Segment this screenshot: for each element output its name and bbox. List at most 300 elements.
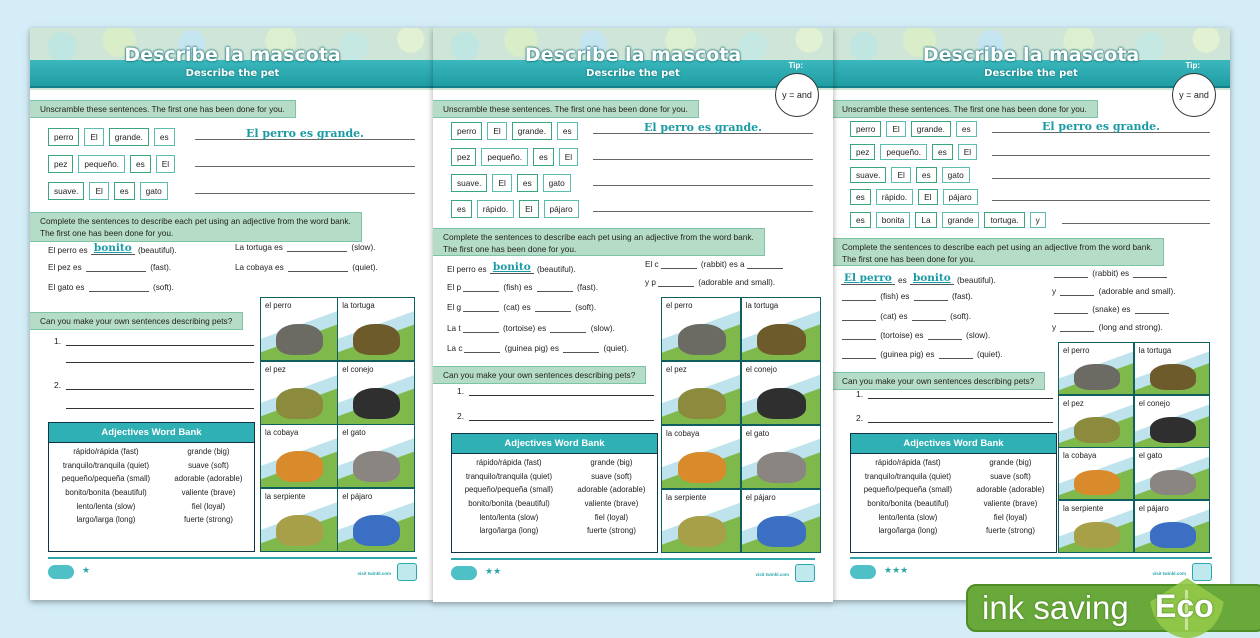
sentence-text: El perro es (447, 265, 489, 274)
la-tortuga-icon (1150, 364, 1196, 390)
word-bank-item: lento/lenta (slow) (878, 512, 938, 522)
la-serpiente-icon (276, 515, 323, 546)
word-tiles-row (48, 155, 175, 173)
word-bank-item: rápido/rápida (fast) (476, 458, 542, 468)
pet-picture (1135, 343, 1209, 394)
word-tile[interactable]: La (915, 212, 936, 228)
sentence-text: (beautiful). (534, 265, 576, 274)
pet-label: el gato (342, 428, 366, 438)
sentence-text: (beautiful). (954, 276, 996, 285)
word-tile[interactable]: pájaro (544, 200, 579, 218)
answer-line[interactable] (992, 185, 1210, 201)
instruction-line: Complete the sentences to describe each pet using an adjective from the word bank. (842, 242, 1153, 252)
instruction-line: The first one has been done for you. (40, 228, 174, 238)
instruction-line: Complete the sentences to describe each pet using an adjective from the word bank. (40, 216, 351, 226)
filled-answer: bonito (91, 242, 135, 255)
word-tile[interactable]: pequeño. (880, 144, 927, 160)
pet-picture (742, 298, 820, 360)
instruction-line: Complete the sentences to describe each pet using an adjective from the word bank. (443, 232, 754, 242)
pet-picture (261, 425, 337, 487)
sentence-text: (fast). (949, 292, 973, 302)
blank-input[interactable] (537, 282, 573, 292)
la-cobaya-icon (276, 451, 323, 482)
pet-pictures-grid (1058, 342, 1210, 553)
word-bank-item: rápido/rápida (fast) (875, 458, 941, 468)
writing-line[interactable] (868, 398, 1053, 399)
blank-input[interactable] (86, 262, 146, 272)
word-tiles-row (850, 167, 970, 183)
sentence-text: (snake) es (1090, 305, 1133, 314)
answer-line[interactable] (593, 170, 813, 186)
word-tile[interactable]: pez (850, 144, 875, 160)
word-bank-item: tranquilo/tranquila (quiet) (465, 471, 553, 481)
word-tile[interactable]: rápido. (477, 200, 514, 218)
el-gato-icon (353, 451, 400, 482)
sentence-text: (quiet). (601, 344, 629, 353)
pet-picture (1059, 343, 1133, 394)
word-bank-item: largo/larga (long) (76, 515, 136, 525)
word-bank-item: fiel (loyal) (191, 501, 226, 511)
sentence-text: (rabbit) es a (698, 260, 745, 269)
line-number: 2. (54, 380, 62, 390)
blank-input[interactable] (89, 282, 149, 292)
blank-input[interactable] (842, 349, 876, 359)
sentence-text: (cat) es (878, 311, 910, 321)
el-perro-icon (1074, 364, 1120, 390)
word-tile[interactable]: grande. (512, 122, 552, 140)
word-tiles-row (850, 212, 1046, 228)
pet-label: el conejo (1138, 398, 1170, 408)
word-bank-item: fuerte (strong) (183, 515, 233, 525)
pet-picture (338, 362, 414, 424)
el-pez-icon (1074, 417, 1120, 443)
el-pajaro-icon (757, 516, 806, 547)
sentence-text: (fish) es (878, 292, 912, 302)
el-conejo-icon (353, 388, 400, 419)
pet-label: la cobaya (1063, 451, 1097, 461)
blank-input[interactable] (1135, 304, 1169, 314)
pet-picture (338, 489, 414, 551)
blank-input[interactable] (1054, 304, 1088, 314)
word-tile[interactable]: grande. (911, 121, 951, 137)
sentence-text: (slow). (963, 330, 991, 340)
sentence-text: (quiet). (349, 263, 378, 272)
pet-picture (662, 362, 740, 424)
blank-input[interactable] (914, 291, 948, 301)
pet-label: la tortuga (342, 301, 375, 310)
word-tile[interactable]: pequeño. (481, 148, 528, 166)
word-bank-item: valiente (brave) (983, 499, 1038, 509)
word-bank (850, 433, 1057, 553)
blank-input[interactable] (288, 262, 348, 272)
word-bank-item: largo/larga (long) (479, 526, 539, 536)
twinkl-logo-icon (1192, 563, 1212, 581)
sentence-text: El g (447, 303, 462, 312)
word-tile[interactable]: El (559, 148, 578, 166)
pet-picture (662, 490, 740, 552)
word-tile[interactable]: El (886, 121, 905, 137)
la-serpiente-icon (678, 516, 727, 547)
sentence-text: (long and strong). (1096, 323, 1163, 332)
word-tile[interactable]: es (850, 189, 871, 205)
word-tile[interactable]: El (519, 200, 538, 218)
blank-input[interactable] (535, 302, 571, 312)
difficulty-stars: ★★ (485, 566, 502, 576)
sentence (48, 282, 174, 292)
sentence (1052, 304, 1171, 314)
sentence-text: y (1052, 323, 1059, 332)
pet-picture (261, 489, 337, 551)
word-tile[interactable]: rápido. (876, 189, 913, 205)
word-bank-item: bonito/bonita (beautiful) (867, 499, 949, 509)
pet-label: el conejo (745, 364, 777, 374)
blank-input[interactable] (658, 277, 694, 287)
word-tile[interactable]: pez (48, 155, 73, 173)
answer-line[interactable] (992, 140, 1210, 156)
eco-label: Eco (1155, 588, 1214, 624)
word-bank-item: fiel (loyal) (594, 512, 629, 522)
word-tile[interactable]: bonita (876, 212, 911, 228)
word-bank-item: pequeño/pequeña (small) (863, 485, 953, 495)
word-bank-title: Adjectives Word Bank (49, 423, 254, 443)
answer-line[interactable] (593, 196, 813, 212)
filled-answer: bonito (490, 261, 534, 274)
pet-label: la serpiente (1063, 503, 1104, 513)
answer-text: El perro es grande. (246, 127, 364, 140)
word-tile[interactable]: y (1030, 212, 1046, 228)
blank-input[interactable] (287, 242, 347, 252)
word-bank-item: adorable (adorable) (174, 474, 243, 484)
writing-line[interactable] (66, 408, 254, 409)
writing-line[interactable] (868, 422, 1053, 423)
blank-input[interactable] (939, 349, 973, 359)
word-tile[interactable]: El (918, 189, 937, 205)
pet-picture (338, 425, 414, 487)
page-subtitle: Describe the pet (586, 68, 680, 79)
word-tiles-row (451, 122, 578, 140)
pet-label: la serpiente (666, 492, 707, 502)
word-tile[interactable]: es (451, 200, 472, 218)
word-tile[interactable]: es (850, 212, 871, 228)
pet-picture (662, 426, 740, 488)
word-tile[interactable]: gato (140, 182, 168, 200)
word-tile[interactable]: gato (543, 174, 571, 192)
pet-label: el gato (1138, 451, 1163, 461)
word-tiles-row (850, 121, 977, 137)
pet-label: el pájaro (1138, 503, 1169, 513)
pet-pictures-grid (260, 297, 415, 552)
sentence (840, 311, 971, 321)
word-tile[interactable]: es (557, 122, 578, 140)
el-gato-icon (757, 452, 806, 483)
word-bank-title: Adjectives Word Bank (452, 434, 657, 454)
pet-picture (338, 298, 414, 360)
word-bank-title: Adjectives Word Bank (851, 434, 1056, 454)
word-tile[interactable]: es (154, 128, 175, 146)
twinkl-cloud-icon (451, 566, 477, 580)
sentence-text: (rabbit) es (1090, 269, 1132, 278)
blank-input[interactable] (912, 311, 946, 321)
worksheet-page (30, 28, 435, 600)
sentence-text: (soft). (947, 311, 972, 321)
word-bank-item: suave (soft) (591, 471, 632, 481)
pet-pictures-grid (661, 297, 821, 553)
blank-input[interactable] (550, 323, 586, 333)
line-number: 1. (856, 389, 864, 399)
sentence-text: (fast). (574, 282, 598, 292)
sentence (447, 282, 598, 292)
own-sentences-instruction: Can you make your own sentences describing pets? (30, 312, 243, 330)
writing-line[interactable] (66, 345, 254, 346)
sentence-text: y p (645, 278, 656, 287)
visit-link[interactable]: visit twinkl.com (1152, 571, 1186, 576)
blank-input[interactable] (463, 323, 499, 333)
la-cobaya-icon (678, 452, 727, 483)
sentence-text: (tortoise) es (500, 323, 549, 333)
word-bank-list (851, 454, 1056, 540)
sentence (447, 302, 596, 312)
word-tile[interactable]: perro (850, 121, 881, 137)
sentence (1052, 322, 1163, 332)
pet-label: el perro (265, 301, 292, 310)
complete-instruction (433, 228, 765, 256)
word-tile[interactable]: El (891, 167, 910, 183)
word-tile[interactable]: perro (451, 122, 482, 140)
pet-label: el gato (745, 428, 770, 438)
complete-instruction (30, 212, 362, 242)
word-tile[interactable]: El (492, 174, 511, 192)
sentence (447, 323, 615, 333)
sentence-text: La c (447, 344, 463, 353)
page-subtitle: Describe the pet (185, 68, 280, 79)
writing-line[interactable] (469, 395, 654, 396)
sentence-text: (soft). (572, 303, 597, 312)
sentence-text: (slow). (349, 243, 376, 252)
word-tile[interactable]: es (533, 148, 554, 166)
visit-link[interactable]: visit twinkl.com (755, 572, 789, 577)
pet-label: la tortuga (745, 301, 779, 310)
word-bank-item: tranquilo/tranquila (quiet) (62, 460, 150, 470)
sentence (840, 272, 996, 285)
unscramble-instruction: Unscramble these sentences. The first one has been done for you. (433, 100, 699, 118)
twinkl-cloud-icon (48, 565, 74, 579)
sentence (48, 262, 171, 272)
word-tile[interactable]: suave. (850, 167, 886, 183)
answer-line[interactable] (593, 144, 813, 160)
pet-picture (1059, 396, 1133, 447)
pet-picture (261, 362, 337, 424)
answer-line[interactable] (992, 117, 1210, 133)
sentence (1052, 268, 1169, 278)
word-bank-item: lento/lenta (slow) (479, 512, 539, 522)
answer-text: El perro es grande. (1042, 120, 1160, 133)
footer-divider (48, 557, 417, 559)
word-bank-item: lento/lenta (slow) (76, 501, 136, 511)
blank-input[interactable] (1060, 286, 1094, 296)
worksheet-page (433, 28, 833, 602)
pet-label: el pájaro (745, 492, 776, 502)
word-bank-item: suave (soft) (188, 460, 229, 470)
page-subtitle: Describe the pet (984, 68, 1078, 79)
sentence-text: El gato es (48, 283, 87, 292)
word-bank-item: bonito/bonita (beautiful) (468, 499, 550, 509)
la-cobaya-icon (1074, 470, 1120, 496)
pet-label: el pez (1063, 398, 1084, 408)
word-tile[interactable]: pez (451, 148, 476, 166)
pet-label: la tortuga (1138, 346, 1172, 355)
ink-saving-label: ink saving (982, 589, 1129, 626)
word-bank (451, 433, 658, 553)
blank-input[interactable] (464, 343, 500, 353)
word-tile[interactable]: es (517, 174, 538, 192)
word-tile[interactable]: perro (48, 128, 79, 146)
word-tile[interactable]: grande. (109, 128, 149, 146)
word-bank-item: adorable (adorable) (976, 485, 1045, 495)
pet-picture (662, 298, 740, 360)
blank-input[interactable] (842, 311, 876, 321)
line-number: 2. (457, 411, 465, 421)
pet-label: el pez (666, 364, 687, 374)
word-tile[interactable]: El (487, 122, 506, 140)
word-bank-item: fuerte (strong) (586, 526, 636, 536)
word-bank-list (49, 443, 254, 529)
answer-line[interactable] (593, 118, 813, 134)
own-sentences-instruction: Can you make your own sentences describing pets? (832, 372, 1045, 390)
blank-input[interactable] (463, 282, 499, 292)
word-tile[interactable]: pequeño. (78, 155, 125, 173)
pet-label: el pez (265, 364, 286, 374)
sentence-text: La t (447, 323, 461, 333)
pet-picture (1135, 448, 1209, 499)
word-bank-item: grande (big) (989, 458, 1032, 468)
word-tile[interactable]: es (932, 144, 953, 160)
answer-line[interactable] (195, 151, 415, 167)
sentence-text: (slow). (588, 323, 615, 333)
complete-instruction (832, 238, 1164, 266)
answer-line[interactable] (992, 163, 1210, 179)
word-tile[interactable]: es (916, 167, 937, 183)
twinkl-logo-icon (397, 563, 417, 581)
word-bank-item: rápido/rápida (fast) (73, 447, 139, 457)
writing-line[interactable] (66, 389, 254, 390)
word-bank-item: pequeño/pequeña (small) (464, 485, 554, 495)
filled-answer: bonito (910, 272, 954, 285)
sentence-text: (soft). (150, 283, 174, 292)
word-tile[interactable]: gato (942, 167, 970, 183)
blank-input[interactable] (747, 259, 783, 269)
el-perro-icon (276, 324, 323, 355)
blank-input[interactable] (563, 343, 599, 353)
pet-label: el conejo (342, 364, 374, 374)
page-title: Describe la mascota (922, 44, 1140, 66)
word-bank-item: grande (big) (187, 447, 230, 457)
word-bank-item: valiente (brave) (181, 488, 236, 498)
pet-picture (1059, 501, 1133, 552)
sentence (235, 262, 378, 272)
instruction-line: The first one has been done for you. (443, 244, 577, 254)
word-tiles-row (48, 128, 175, 146)
answer-line[interactable] (195, 178, 415, 194)
word-tile[interactable]: es (130, 155, 151, 173)
answer-line[interactable] (195, 124, 415, 140)
word-tile[interactable]: suave. (48, 182, 84, 200)
page-title: Describe la mascota (124, 44, 341, 66)
sentence (645, 277, 775, 287)
tip-label: Tip: (1185, 61, 1200, 70)
word-tile[interactable]: tortuga. (984, 212, 1024, 228)
el-conejo-icon (757, 388, 806, 419)
sentence (235, 242, 375, 252)
blank-input[interactable] (842, 330, 876, 340)
difficulty-stars: ★ (82, 565, 91, 575)
word-bank-item: tranquilo/tranquila (quiet) (864, 471, 952, 481)
sentence-text: (fish) es (501, 282, 535, 292)
word-bank-item: bonito/bonita (beautiful) (65, 488, 147, 498)
word-tile[interactable]: El (958, 144, 977, 160)
sentence (447, 343, 629, 353)
word-tiles-row (451, 148, 578, 166)
blank-input[interactable] (1054, 268, 1088, 278)
word-tiles-row (850, 189, 978, 205)
word-tile[interactable]: suave. (451, 174, 487, 192)
sentence (645, 259, 785, 269)
word-tile[interactable]: El (156, 155, 175, 173)
sentence-text: y (1052, 287, 1059, 296)
blank-input[interactable] (1133, 268, 1167, 278)
pet-label: la serpiente (265, 491, 306, 501)
sentence-text: (tortoise) es (878, 330, 926, 340)
word-tile[interactable]: grande (942, 212, 980, 228)
blank-input[interactable] (661, 259, 697, 269)
word-tile[interactable]: El (84, 128, 103, 146)
tip-bubble: y = and (775, 73, 819, 117)
footer-divider (850, 557, 1212, 559)
pet-picture (742, 490, 820, 552)
blank-input[interactable] (463, 302, 499, 312)
sentence-text: La tortuga es (235, 243, 286, 252)
sentence-text: (quiet). (974, 350, 1003, 360)
header-banner (433, 28, 833, 90)
visit-link[interactable]: visit twinkl.com (357, 571, 391, 576)
el-pajaro-icon (353, 515, 400, 546)
word-bank-item: valiente (brave) (584, 499, 639, 509)
word-tile[interactable]: es (114, 182, 135, 200)
el-perro-icon (678, 324, 727, 355)
answer-line[interactable] (1062, 208, 1210, 224)
word-tile[interactable]: El (89, 182, 108, 200)
el-gato-icon (1150, 470, 1196, 496)
worksheet-page (832, 28, 1230, 600)
word-tiles-row (451, 200, 579, 218)
writing-line[interactable] (66, 362, 254, 363)
blank-input[interactable] (1060, 322, 1094, 332)
writing-line[interactable] (469, 420, 654, 421)
pet-label: el perro (1063, 346, 1090, 355)
sentence-text: (beautiful). (135, 246, 177, 255)
tip-bubble: y = and (1172, 73, 1216, 117)
el-pez-icon (276, 388, 323, 419)
pet-label: la cobaya (666, 428, 700, 438)
word-tile[interactable]: es (956, 121, 977, 137)
word-tile[interactable]: pájaro (943, 189, 978, 205)
blank-input[interactable] (842, 291, 876, 301)
word-bank-list (452, 454, 657, 540)
sentence (840, 291, 973, 301)
own-sentences-instruction: Can you make your own sentences describing pets? (433, 366, 646, 384)
header-banner (832, 28, 1230, 90)
blank-input[interactable] (928, 330, 962, 340)
line-number: 1. (457, 386, 465, 396)
